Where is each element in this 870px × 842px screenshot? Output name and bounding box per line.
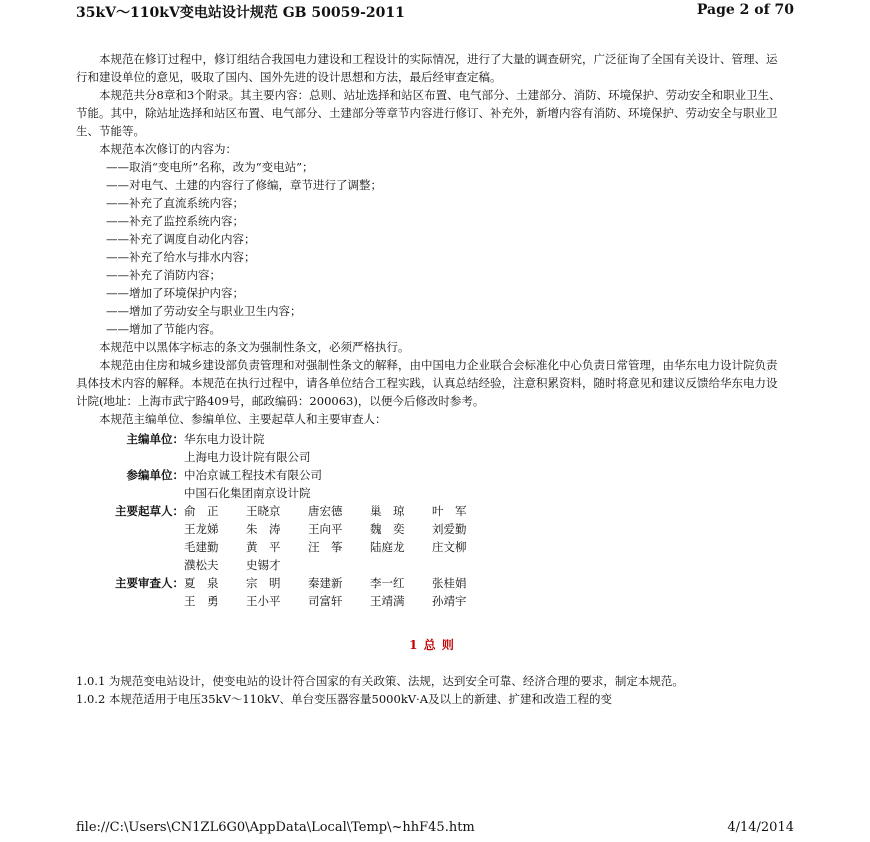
list-item: ——补充了监控系统内容； bbox=[106, 214, 244, 228]
chief-editor-row bbox=[76, 430, 788, 448]
clause-1-0-1 bbox=[76, 672, 788, 690]
chief-editor-label: 主编单位： bbox=[126, 432, 184, 446]
person-name: 史锡才 bbox=[246, 558, 281, 572]
person-name: 魏 奕 bbox=[370, 522, 405, 536]
person-name: 王靖满 bbox=[370, 594, 405, 608]
list-item: ——补充了直流系统内容； bbox=[106, 196, 244, 210]
person-name: 黄 平 bbox=[246, 540, 281, 554]
person-name: 庄文柳 bbox=[432, 540, 467, 554]
person-name: 宗 明 bbox=[246, 576, 281, 590]
co-editor-label: 参编单位： bbox=[126, 468, 184, 482]
name-list bbox=[184, 502, 494, 520]
clause-text: 为规范变电站设计，使变电站的设计符合国家的有关政策、法规，达到安全可靠、经济合理的要求，制定本规范。 bbox=[108, 674, 684, 688]
page-indicator: Page 2 of 70 bbox=[696, 2, 794, 18]
chief-editor-unit: 上海电力设计院有限公司 bbox=[184, 450, 311, 464]
drafters-label: 主要起草人： bbox=[115, 504, 184, 518]
co-editor-unit: 中冶京诚工程技术有限公司 bbox=[184, 468, 322, 482]
intro-paragraph-1: 本规范在修订过程中，修订组结合我国电力建设和工程设计的实际情况，进行了大量的调查研究，广泛征询了全国有关设计、管理、运行和建设单位的意见，吸取了国内、国外先进的设计思想和方法，最后经审查定稿。 bbox=[76, 52, 778, 84]
person-name: 孙靖宇 bbox=[432, 594, 467, 608]
units-intro: 本规范主编单位、参编单位、主要起草人和主要审查人： bbox=[99, 412, 387, 426]
drafters-row bbox=[76, 556, 788, 574]
person-name: 巢 琼 bbox=[370, 504, 405, 518]
person-name: 李一红 bbox=[370, 576, 405, 590]
person-name: 俞 正 bbox=[184, 504, 219, 518]
drafters-row bbox=[76, 538, 788, 556]
clause-1-0-2 bbox=[76, 690, 788, 708]
name-list bbox=[184, 538, 494, 556]
person-name: 王晓京 bbox=[246, 504, 281, 518]
list-item: ——补充了消防内容； bbox=[106, 268, 221, 282]
drafters-row bbox=[76, 502, 788, 520]
co-editor-row bbox=[76, 466, 788, 484]
drafters-row bbox=[76, 520, 788, 538]
person-name: 陆庭龙 bbox=[370, 540, 405, 554]
clause-text: 本规范适用于电压35kV～110kV、单台变压器容量5000kV·A及以上的新建、扩建和改造工程的变 bbox=[108, 692, 613, 706]
person-name: 张桂娟 bbox=[432, 576, 467, 590]
person-name: 唐宏德 bbox=[308, 504, 343, 518]
management-note: 本规范由住房和城乡建设部负责管理和对强制性条文的解释，由中国电力企业联合会标准化中心负责日常管理，由华东电力设计院负责具体技术内容的解释。本规范在执行过程中，请各单位结合工程实践，认真总结经验，注意积累资料，随时将意见和建议反馈给华东电力设计院(地址：上海市武宁路409号，邮政编码：200063)，以便今后修改时参考。 bbox=[76, 358, 778, 408]
file-path: file://C:\Users\CN1ZL6G0\AppData\Local\Temp\~hhF45.htm bbox=[76, 820, 475, 835]
clause-number: 1.0.1 bbox=[76, 674, 106, 688]
list-item: ——增加了劳动安全与职业卫生内容； bbox=[106, 304, 302, 318]
intro-paragraph-2: 本规范共分8章和3个附录。其主要内容：总则、站址选择和站区布置、电气部分、土建部分、消防、环境保护、劳动安全和职业卫生、节能。其中，除站址选择和站区布置、电气部分、土建部分等章节内容进行修订、补充外，新增内容有消防、环境保护、劳动安全与职业卫生、节能等。 bbox=[76, 88, 781, 138]
mandatory-note: 本规范中以黑体字标志的条文为强制性条文，必须严格执行。 bbox=[99, 340, 410, 354]
person-name: 汪 筝 bbox=[308, 540, 343, 554]
chapter-heading: 1 总 则 bbox=[409, 638, 455, 652]
person-name: 王龙娣 bbox=[184, 522, 219, 536]
clause-number: 1.0.2 bbox=[76, 692, 106, 706]
chief-editor-unit: 华东电力设计院 bbox=[184, 432, 265, 446]
name-list bbox=[184, 520, 494, 538]
intro-paragraph-3: 本规范本次修订的内容为： bbox=[99, 142, 237, 156]
person-name: 王小平 bbox=[246, 594, 281, 608]
person-name: 毛建勤 bbox=[184, 540, 219, 554]
reviewers-label: 主要审查人： bbox=[115, 576, 184, 590]
person-name: 刘爱勤 bbox=[432, 522, 467, 536]
list-item: ——取消“变电所”名称，改为“变电站”； bbox=[106, 160, 314, 174]
name-list bbox=[184, 574, 494, 592]
chief-editor-row bbox=[76, 448, 788, 466]
list-item: ——补充了给水与排水内容； bbox=[106, 250, 256, 264]
revision-list bbox=[76, 158, 788, 338]
reviewers-row bbox=[76, 592, 788, 610]
document-body bbox=[76, 50, 788, 708]
person-name: 秦建新 bbox=[308, 576, 343, 590]
person-name: 王向平 bbox=[308, 522, 343, 536]
list-item: ——增加了环境保护内容； bbox=[106, 286, 244, 300]
list-item: ——补充了调度自动化内容； bbox=[106, 232, 256, 246]
person-name: 夏 泉 bbox=[184, 576, 219, 590]
co-editor-row bbox=[76, 484, 788, 502]
person-name: 王 勇 bbox=[184, 594, 219, 608]
person-name: 司富轩 bbox=[308, 594, 343, 608]
co-editor-unit: 中国石化集团南京设计院 bbox=[184, 486, 311, 500]
person-name: 叶 军 bbox=[432, 504, 467, 518]
person-name: 朱 涛 bbox=[246, 522, 281, 536]
reviewers-row bbox=[76, 574, 788, 592]
name-list bbox=[184, 556, 308, 574]
name-list bbox=[184, 592, 494, 610]
editing-units bbox=[76, 430, 788, 610]
document-title: 35kV～110kV变电站设计规范 GB 50059-2011 bbox=[76, 5, 405, 21]
list-item: ——对电气、土建的内容行了修编，章节进行了调整； bbox=[106, 178, 382, 192]
list-item: ——增加了节能内容。 bbox=[106, 322, 221, 336]
print-date: 4/14/2014 bbox=[727, 820, 794, 835]
person-name: 濮松夫 bbox=[184, 558, 219, 572]
